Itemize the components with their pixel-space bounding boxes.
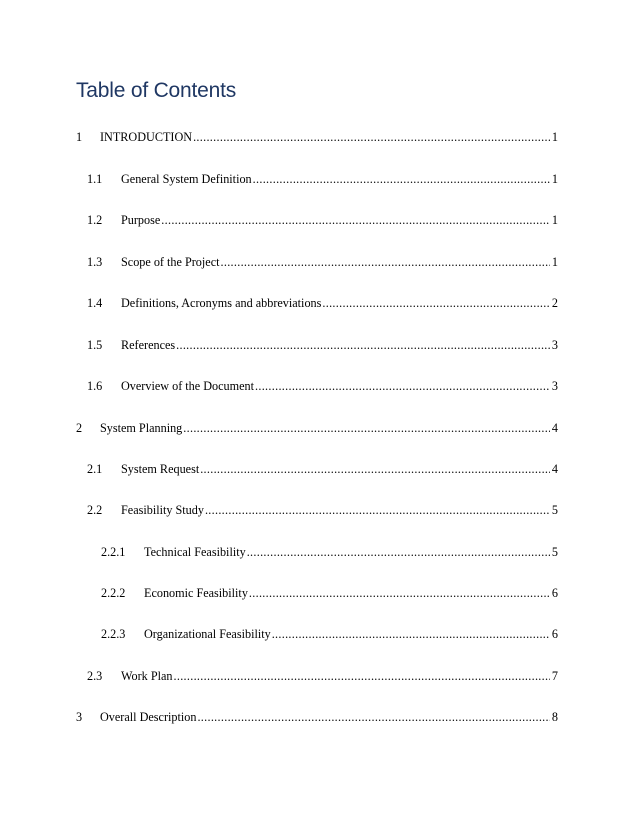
toc-entry-overview-of-the-document[interactable] bbox=[87, 378, 558, 394]
toc-entry-organizational-feasibility[interactable] bbox=[101, 626, 558, 642]
toc-entry-page: 4 bbox=[551, 462, 558, 476]
toc-entry-number: 2.2 bbox=[87, 503, 103, 517]
toc-entry-label: General System Definition bbox=[121, 172, 252, 186]
toc-dot-leader bbox=[205, 502, 550, 518]
toc-dot-leader bbox=[247, 544, 550, 560]
toc-dot-leader bbox=[161, 212, 550, 228]
toc-entry-scope-of-the-project[interactable] bbox=[87, 254, 558, 270]
toc-entry-label: INTRODUCTION bbox=[100, 130, 193, 144]
toc-entry-number: 3 bbox=[76, 710, 83, 724]
toc-entry-label: Purpose bbox=[121, 213, 161, 227]
toc-entry-economic-feasibility[interactable] bbox=[101, 585, 558, 601]
toc-entry-label: System Request bbox=[121, 462, 200, 476]
toc-dot-leader bbox=[176, 337, 550, 353]
toc-entry-purpose[interactable] bbox=[87, 212, 558, 228]
toc-entry-label: Organizational Feasibility bbox=[144, 627, 271, 641]
toc-dot-leader bbox=[255, 378, 550, 394]
toc-entry-number: 1.3 bbox=[87, 255, 103, 269]
toc-entry-references[interactable] bbox=[87, 337, 558, 353]
toc-title: Table of Contents bbox=[76, 79, 237, 102]
toc-entry-number: 2.2.3 bbox=[101, 627, 126, 641]
toc-dot-leader bbox=[193, 129, 550, 145]
toc-entry-number: 2.3 bbox=[87, 669, 103, 683]
toc-dot-leader bbox=[183, 420, 550, 436]
toc-dot-leader bbox=[197, 709, 549, 725]
toc-entry-page: 6 bbox=[551, 586, 558, 600]
toc-entry-number: 1.6 bbox=[87, 379, 103, 393]
toc-entry-number: 2.1 bbox=[87, 462, 103, 476]
toc-entry-page: 1 bbox=[551, 172, 558, 186]
toc-entry-number: 1 bbox=[76, 130, 83, 144]
toc-entry-page: 1 bbox=[551, 213, 558, 227]
toc-entry-page: 2 bbox=[551, 296, 558, 310]
toc-entry-page: 7 bbox=[551, 669, 558, 683]
toc-entry-page: 8 bbox=[551, 710, 558, 724]
toc-entry-page: 5 bbox=[551, 503, 558, 517]
toc-entry-introduction[interactable] bbox=[76, 129, 558, 145]
toc-entry-label: Definitions, Acronyms and abbreviations bbox=[121, 296, 322, 310]
toc-entry-label: References bbox=[121, 338, 176, 352]
toc-entry-definitions[interactable] bbox=[87, 295, 558, 311]
toc-entry-page: 3 bbox=[551, 338, 558, 352]
toc-dot-leader bbox=[200, 461, 550, 477]
toc-entry-page: 5 bbox=[551, 545, 558, 559]
toc-entry-label: Overview of the Document bbox=[121, 379, 255, 393]
toc-entry-number: 1.5 bbox=[87, 338, 103, 352]
toc-entry-label: Economic Feasibility bbox=[144, 586, 248, 600]
toc-entry-label: Overall Description bbox=[100, 710, 197, 724]
toc-entry-work-plan[interactable] bbox=[87, 668, 558, 684]
toc-dot-leader bbox=[322, 295, 550, 311]
toc-entry-number: 2 bbox=[76, 421, 83, 435]
toc-entry-label: Work Plan bbox=[121, 669, 173, 683]
toc-entry-general-system-definition[interactable] bbox=[87, 171, 558, 187]
toc-entry-label: Feasibility Study bbox=[121, 503, 204, 517]
toc-entry-system-planning[interactable] bbox=[76, 420, 558, 436]
toc-entry-page: 3 bbox=[551, 379, 558, 393]
toc-entry-label: Technical Feasibility bbox=[144, 545, 246, 559]
toc-entry-page: 4 bbox=[551, 421, 558, 435]
toc-entry-page: 1 bbox=[551, 130, 558, 144]
toc-entry-technical-feasibility[interactable] bbox=[101, 544, 558, 560]
toc-entry-overall-description[interactable] bbox=[76, 709, 558, 725]
toc-entry-number: 1.2 bbox=[87, 213, 103, 227]
toc-dot-leader bbox=[174, 668, 550, 684]
toc-entry-page: 1 bbox=[551, 255, 558, 269]
toc-dot-leader bbox=[253, 171, 550, 187]
toc-dot-leader bbox=[221, 254, 550, 270]
toc-entry-number: 1.1 bbox=[87, 172, 103, 186]
toc-entry-page: 6 bbox=[551, 627, 558, 641]
toc-entry-number: 2.2.1 bbox=[101, 545, 126, 559]
toc-dot-leader bbox=[249, 585, 550, 601]
toc-entry-system-request[interactable] bbox=[87, 461, 558, 477]
toc-entry-number: 2.2.2 bbox=[101, 586, 126, 600]
toc-entry-label: Scope of the Project bbox=[121, 255, 220, 269]
toc-entry-label: System Planning bbox=[100, 421, 183, 435]
toc-dot-leader bbox=[272, 626, 550, 642]
toc-entry-feasibility-study[interactable] bbox=[87, 502, 558, 518]
toc-entry-number: 1.4 bbox=[87, 296, 103, 310]
